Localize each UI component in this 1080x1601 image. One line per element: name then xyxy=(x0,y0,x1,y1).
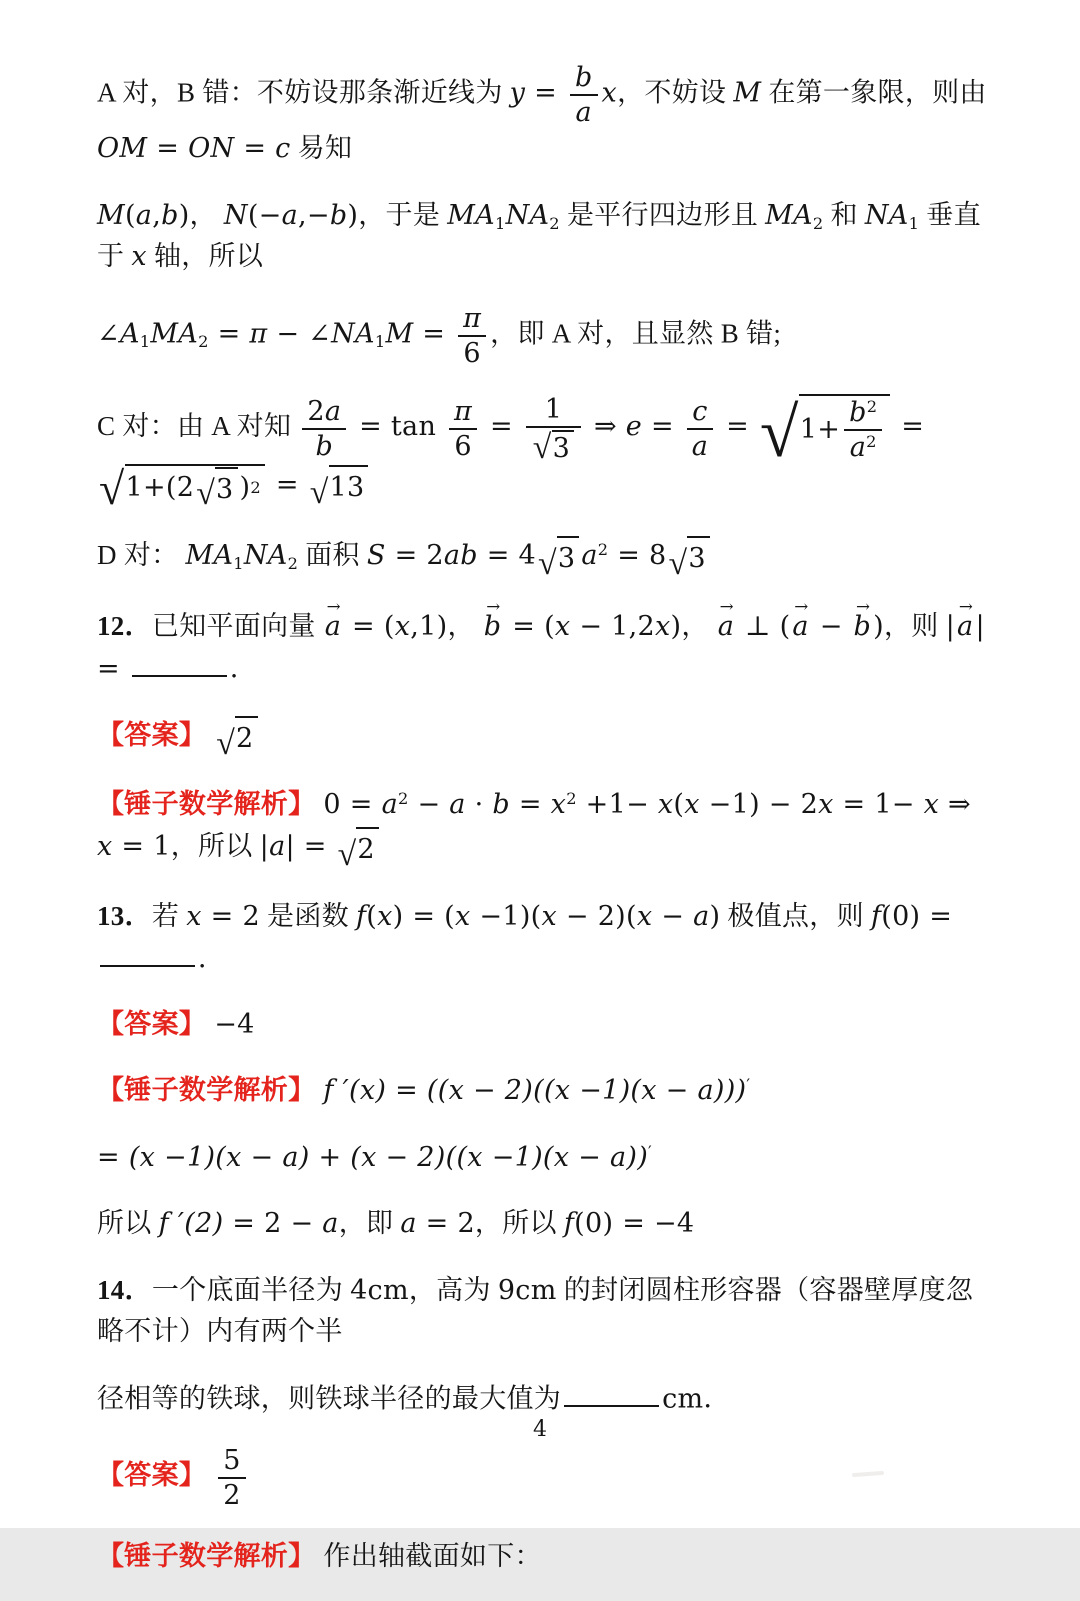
text-run: 3 xyxy=(557,543,576,575)
text-run: b xyxy=(161,199,179,231)
text-run: a xyxy=(691,430,709,462)
text-run: ) xyxy=(709,900,721,932)
text-run: = 2 xyxy=(385,540,444,572)
text-run: = xyxy=(386,1075,427,1107)
radical: √ 3 xyxy=(538,536,579,580)
text-run: = xyxy=(717,410,758,442)
text-run: 1 xyxy=(544,393,563,425)
text-run: 3 xyxy=(688,543,706,575)
text-run: D 对： xyxy=(97,540,186,571)
text-run: b xyxy=(574,62,593,93)
supscript: 2 xyxy=(566,789,577,809)
text-run: ， xyxy=(189,199,224,230)
vector-b: → b xyxy=(483,596,502,642)
text-run: · xyxy=(465,789,493,821)
text-run: a xyxy=(581,540,598,572)
text-run: ，即 A 对，且显然 B 错; xyxy=(490,317,782,348)
text-run: C 对：由 A 对知 xyxy=(97,410,299,441)
text-run: 是函数 xyxy=(259,900,356,931)
text-run: ab xyxy=(443,540,478,572)
text-run: (0) = −4 xyxy=(574,1208,695,1240)
text-run: ) xyxy=(178,199,190,231)
supscript: 2 xyxy=(597,540,609,560)
text-run: = 1− xyxy=(833,789,924,821)
text-run: ∠ xyxy=(97,317,120,349)
line-angle-relation xyxy=(97,303,988,369)
subscript: 2 xyxy=(549,213,560,233)
subscript: 1 xyxy=(908,213,920,233)
text-run: 和 xyxy=(823,199,865,230)
text-run: , xyxy=(152,199,162,231)
text-run: = 2 xyxy=(416,1208,475,1240)
text-run: = xyxy=(525,77,566,109)
text-run: MA xyxy=(185,540,234,572)
radical: √ 3 xyxy=(669,536,710,580)
text-run: π xyxy=(249,317,268,349)
text-run: M xyxy=(733,77,762,109)
subscript: 1 xyxy=(374,331,386,351)
text-run: | = xyxy=(285,830,336,862)
question-number: 12． xyxy=(97,610,152,641)
analysis-13-line3 xyxy=(97,1203,988,1245)
text-run: x xyxy=(554,610,571,642)
text-run: ( xyxy=(673,789,685,821)
supscript: 2 xyxy=(866,397,878,417)
text-run: +1− xyxy=(576,789,658,821)
text-run: ) xyxy=(670,610,682,642)
text-run: 面积 xyxy=(298,540,367,571)
line-option-c xyxy=(97,393,988,515)
text-run: ) xyxy=(239,472,251,504)
text-run: 已知平面向量 xyxy=(151,610,323,641)
text-run: = ( xyxy=(503,610,555,642)
text-run: = xyxy=(147,133,189,165)
text-run: b xyxy=(315,430,334,462)
text-run: e xyxy=(625,410,643,442)
page-number: 4 xyxy=(533,1417,547,1442)
subscript: 2 xyxy=(812,213,824,233)
line-option-d xyxy=(97,535,988,580)
text-run: f xyxy=(355,900,367,932)
text-run: 6 xyxy=(454,430,472,462)
radical: √ 1+ $\frac{b^2}{a^2}$ xyxy=(760,394,890,463)
text-run: 3 xyxy=(552,432,571,464)
text-run: ,− xyxy=(298,199,330,231)
text-run: x xyxy=(541,900,558,932)
vector-a: → a xyxy=(792,596,809,642)
text-run: 2 xyxy=(357,834,375,866)
text-run: ． xyxy=(198,943,226,974)
radical: √ 2 xyxy=(338,827,379,871)
question-12 xyxy=(97,596,988,690)
radical: √ 1+(2 √ 3 ) 2 xyxy=(99,464,265,511)
text-run: 所以 xyxy=(97,1208,159,1239)
text-run: y xyxy=(509,77,526,109)
text-run: S xyxy=(366,540,386,572)
text-run: (− xyxy=(247,199,282,231)
text-run: a xyxy=(449,789,466,821)
answer-14 xyxy=(97,1445,988,1511)
text-run: ． xyxy=(703,1383,731,1414)
text-run: x xyxy=(550,789,567,821)
text-run: f xyxy=(563,1208,575,1240)
text-run: b xyxy=(849,397,867,429)
section-label: 【锤子数学解析】 xyxy=(97,1075,316,1106)
text-run: (x −1)(x − a) + (x − 2)((x −1)(x − a)) xyxy=(128,1141,649,1173)
text-run: x xyxy=(636,900,653,932)
text-run: 9cm xyxy=(497,1274,557,1306)
text-run: OM xyxy=(97,133,148,165)
text-run: c xyxy=(692,395,708,427)
text-run: 在第一象限，则由 xyxy=(761,77,987,108)
text-run: ，则 xyxy=(883,610,946,641)
text-run: A xyxy=(119,317,140,349)
text-run: −1)( xyxy=(470,900,542,932)
text-run: −1) − 2 xyxy=(699,789,819,821)
text-run: | xyxy=(259,830,270,862)
answer-blank xyxy=(564,1377,659,1407)
text-run: ) xyxy=(347,199,359,231)
analysis-12 xyxy=(97,784,988,873)
text-run: ， xyxy=(447,610,482,641)
subscript: 1 xyxy=(233,553,244,573)
text-run: 径相等的铁球，则铁球半径的最大值为 xyxy=(97,1383,562,1414)
fraction xyxy=(458,303,486,369)
text-run: ⊥ ( xyxy=(736,610,791,642)
text-run: = xyxy=(509,789,551,821)
text-run: f ′(x) xyxy=(323,1075,387,1107)
text-run: a xyxy=(324,395,342,427)
text-run: 6 xyxy=(463,337,481,369)
text-run: − xyxy=(408,789,450,821)
text-run: 4cm xyxy=(350,1274,409,1306)
text-run: (0) = xyxy=(881,900,953,932)
section-label: 【答案】 xyxy=(97,719,207,750)
supscript: 2 xyxy=(866,432,877,452)
question-number: 14． xyxy=(97,1274,152,1305)
text-run: c xyxy=(275,133,291,165)
text-run: cm xyxy=(662,1383,704,1415)
text-run: = xyxy=(234,133,276,165)
line-mn-coordinates xyxy=(97,195,988,278)
analysis-13-line2 xyxy=(97,1137,988,1179)
text-run: NA xyxy=(331,317,375,349)
supscript: ′ xyxy=(648,1141,653,1161)
text-run: a xyxy=(849,432,867,464)
text-run: = xyxy=(642,410,683,442)
text-run: = xyxy=(208,317,250,349)
answer-blank xyxy=(132,647,227,677)
text-run: b xyxy=(329,199,348,231)
vector-a: → a xyxy=(717,596,735,642)
text-run: = 2 xyxy=(201,900,260,932)
text-run: x xyxy=(684,789,700,821)
fraction xyxy=(218,1445,245,1511)
text-run: a xyxy=(322,1208,339,1240)
fraction xyxy=(526,394,581,464)
subscript: 2 xyxy=(287,553,299,573)
text-run: x xyxy=(377,900,393,932)
text-run: ⇒ xyxy=(939,789,971,821)
text-run: a xyxy=(693,900,710,932)
text-run: ，所以 xyxy=(474,1208,564,1239)
text-run: − 2)( xyxy=(557,900,637,932)
text-run: 的封闭圆柱形容器（容器壁厚度忽略不计）内有两个半 xyxy=(97,1274,974,1347)
line-option-ab xyxy=(97,62,988,170)
text-run: ， xyxy=(681,610,716,641)
answer-blank xyxy=(100,937,195,967)
vector-a: → a xyxy=(324,596,342,642)
section-label: 【答案】 xyxy=(97,1459,207,1490)
text-run: 极值点，则 xyxy=(720,900,871,931)
text-run: 1+(2 xyxy=(125,472,195,504)
fraction xyxy=(449,396,477,462)
question-14-line2 xyxy=(97,1377,988,1420)
fraction xyxy=(687,396,713,462)
text-run: a xyxy=(400,1208,417,1240)
question-number: 13． xyxy=(97,900,152,931)
fraction xyxy=(570,62,598,128)
text-run: 作出轴截面如下： xyxy=(323,1540,542,1571)
radical: √ 2 xyxy=(216,716,257,760)
text-run: 1+ xyxy=(799,413,841,445)
radical: √ 3 xyxy=(533,430,574,464)
text-run: ,1) xyxy=(410,610,448,642)
text-run: ( xyxy=(124,199,136,231)
text-run: ⇒ xyxy=(585,410,626,442)
text-run: 2 xyxy=(236,722,254,754)
text-run: x xyxy=(657,789,674,821)
text-run: ，所以 xyxy=(170,830,260,861)
text-run: − xyxy=(810,610,852,642)
supscript: 2 xyxy=(397,789,409,809)
radical: √ 13 xyxy=(310,465,369,509)
text-run: = xyxy=(266,469,308,500)
text-run: = tan xyxy=(350,410,446,442)
text-run: π xyxy=(463,302,482,334)
vector-a: → a xyxy=(957,596,974,642)
text-run: = xyxy=(97,1141,129,1173)
text-run: M xyxy=(97,199,125,231)
text-run: a xyxy=(281,199,298,231)
text-run: a xyxy=(269,830,286,862)
text-run: = 4 xyxy=(477,540,537,572)
section-label: 【锤子数学解析】 xyxy=(97,1540,316,1571)
text-run: 2 xyxy=(307,395,325,427)
text-run: MA xyxy=(150,317,199,349)
text-run: ，即 xyxy=(338,1208,401,1239)
fraction xyxy=(844,397,882,463)
text-run: = 8 xyxy=(608,540,667,572)
text-run: x xyxy=(923,789,940,821)
text-run: ) = ( xyxy=(392,900,455,932)
text-run: x xyxy=(186,900,202,932)
radical: √ 3 xyxy=(196,467,237,511)
text-run: | xyxy=(945,610,956,642)
text-run: x xyxy=(818,789,834,821)
text-run: b xyxy=(492,789,510,821)
text-run: ) xyxy=(873,610,884,642)
text-run: = 1 xyxy=(112,830,171,862)
text-run: 轴，所以 xyxy=(146,241,264,272)
text-run: 2 xyxy=(223,1479,241,1511)
text-run: A 对，B 错：不妨设那条渐近线为 xyxy=(97,77,510,108)
text-run: a xyxy=(135,199,153,231)
answer-12 xyxy=(97,715,988,760)
text-run: = xyxy=(892,410,925,442)
text-run: ，于是 xyxy=(358,199,448,230)
text-run: 垂直于 xyxy=(97,199,981,272)
subscript: 2 xyxy=(198,331,209,351)
section-label: 【锤子数学解析】 xyxy=(97,789,316,820)
text-run: 13 xyxy=(329,472,365,504)
text-run: − xyxy=(652,900,694,932)
text-run: f ′(2) xyxy=(158,1208,224,1240)
text-run: x xyxy=(394,610,411,642)
text-run: − ∠ xyxy=(267,317,332,349)
text-run: π xyxy=(454,395,473,427)
text-run: ON xyxy=(188,133,235,165)
question-14-line1 xyxy=(97,1270,988,1352)
text-run: − 1,2 xyxy=(570,610,655,642)
text-run: x xyxy=(455,900,471,932)
text-run: MA xyxy=(447,199,495,231)
text-run: 3 xyxy=(216,473,234,505)
text-run: MA xyxy=(765,199,813,231)
text-run: 5 xyxy=(223,1444,241,1476)
text-run: x xyxy=(97,830,113,862)
text-run: a xyxy=(575,97,592,129)
question-13 xyxy=(97,896,988,979)
section-label: 【答案】 xyxy=(97,1008,207,1039)
text-run: = 2 − xyxy=(223,1208,323,1240)
text-run: N xyxy=(223,199,248,231)
text-run: ，不妨设 xyxy=(617,77,734,108)
text-run: = ( xyxy=(343,610,395,642)
text-run: ． xyxy=(229,653,258,684)
subscript: 1 xyxy=(494,213,506,233)
analysis-13-line1 xyxy=(97,1070,988,1112)
text-run: −4 xyxy=(214,1008,255,1040)
subscript: 1 xyxy=(139,331,151,351)
supscript: ′ xyxy=(746,1075,751,1095)
answer-13 xyxy=(97,1004,988,1046)
fraction xyxy=(302,396,346,462)
text-run: NA xyxy=(243,540,288,572)
text-run: 0 = xyxy=(323,789,382,821)
text-run: M xyxy=(385,317,414,349)
text-run: NA xyxy=(864,199,909,231)
text-run: ( xyxy=(366,900,378,932)
text-run: 一个底面半径为 xyxy=(151,1274,351,1305)
text-run: x xyxy=(601,77,618,109)
text-run: a xyxy=(381,789,398,821)
text-run: ((x − 2)((x −1)(x − a))) xyxy=(426,1075,747,1107)
text-run: | = xyxy=(97,610,985,685)
text-run: x xyxy=(654,610,671,642)
vector-b: → b xyxy=(853,596,872,642)
document-content xyxy=(97,62,988,1601)
text-run: 若 xyxy=(151,900,187,931)
text-run: 易知 xyxy=(290,133,353,164)
text-run: = xyxy=(413,317,455,349)
text-run: = xyxy=(481,410,522,442)
text-run: ，高为 xyxy=(408,1274,498,1305)
text-run: NA xyxy=(505,199,550,231)
text-run: f xyxy=(870,900,882,932)
analysis-14 xyxy=(97,1536,988,1577)
text-run: 是平行四边形且 xyxy=(559,199,766,230)
text-run: x xyxy=(131,241,147,273)
